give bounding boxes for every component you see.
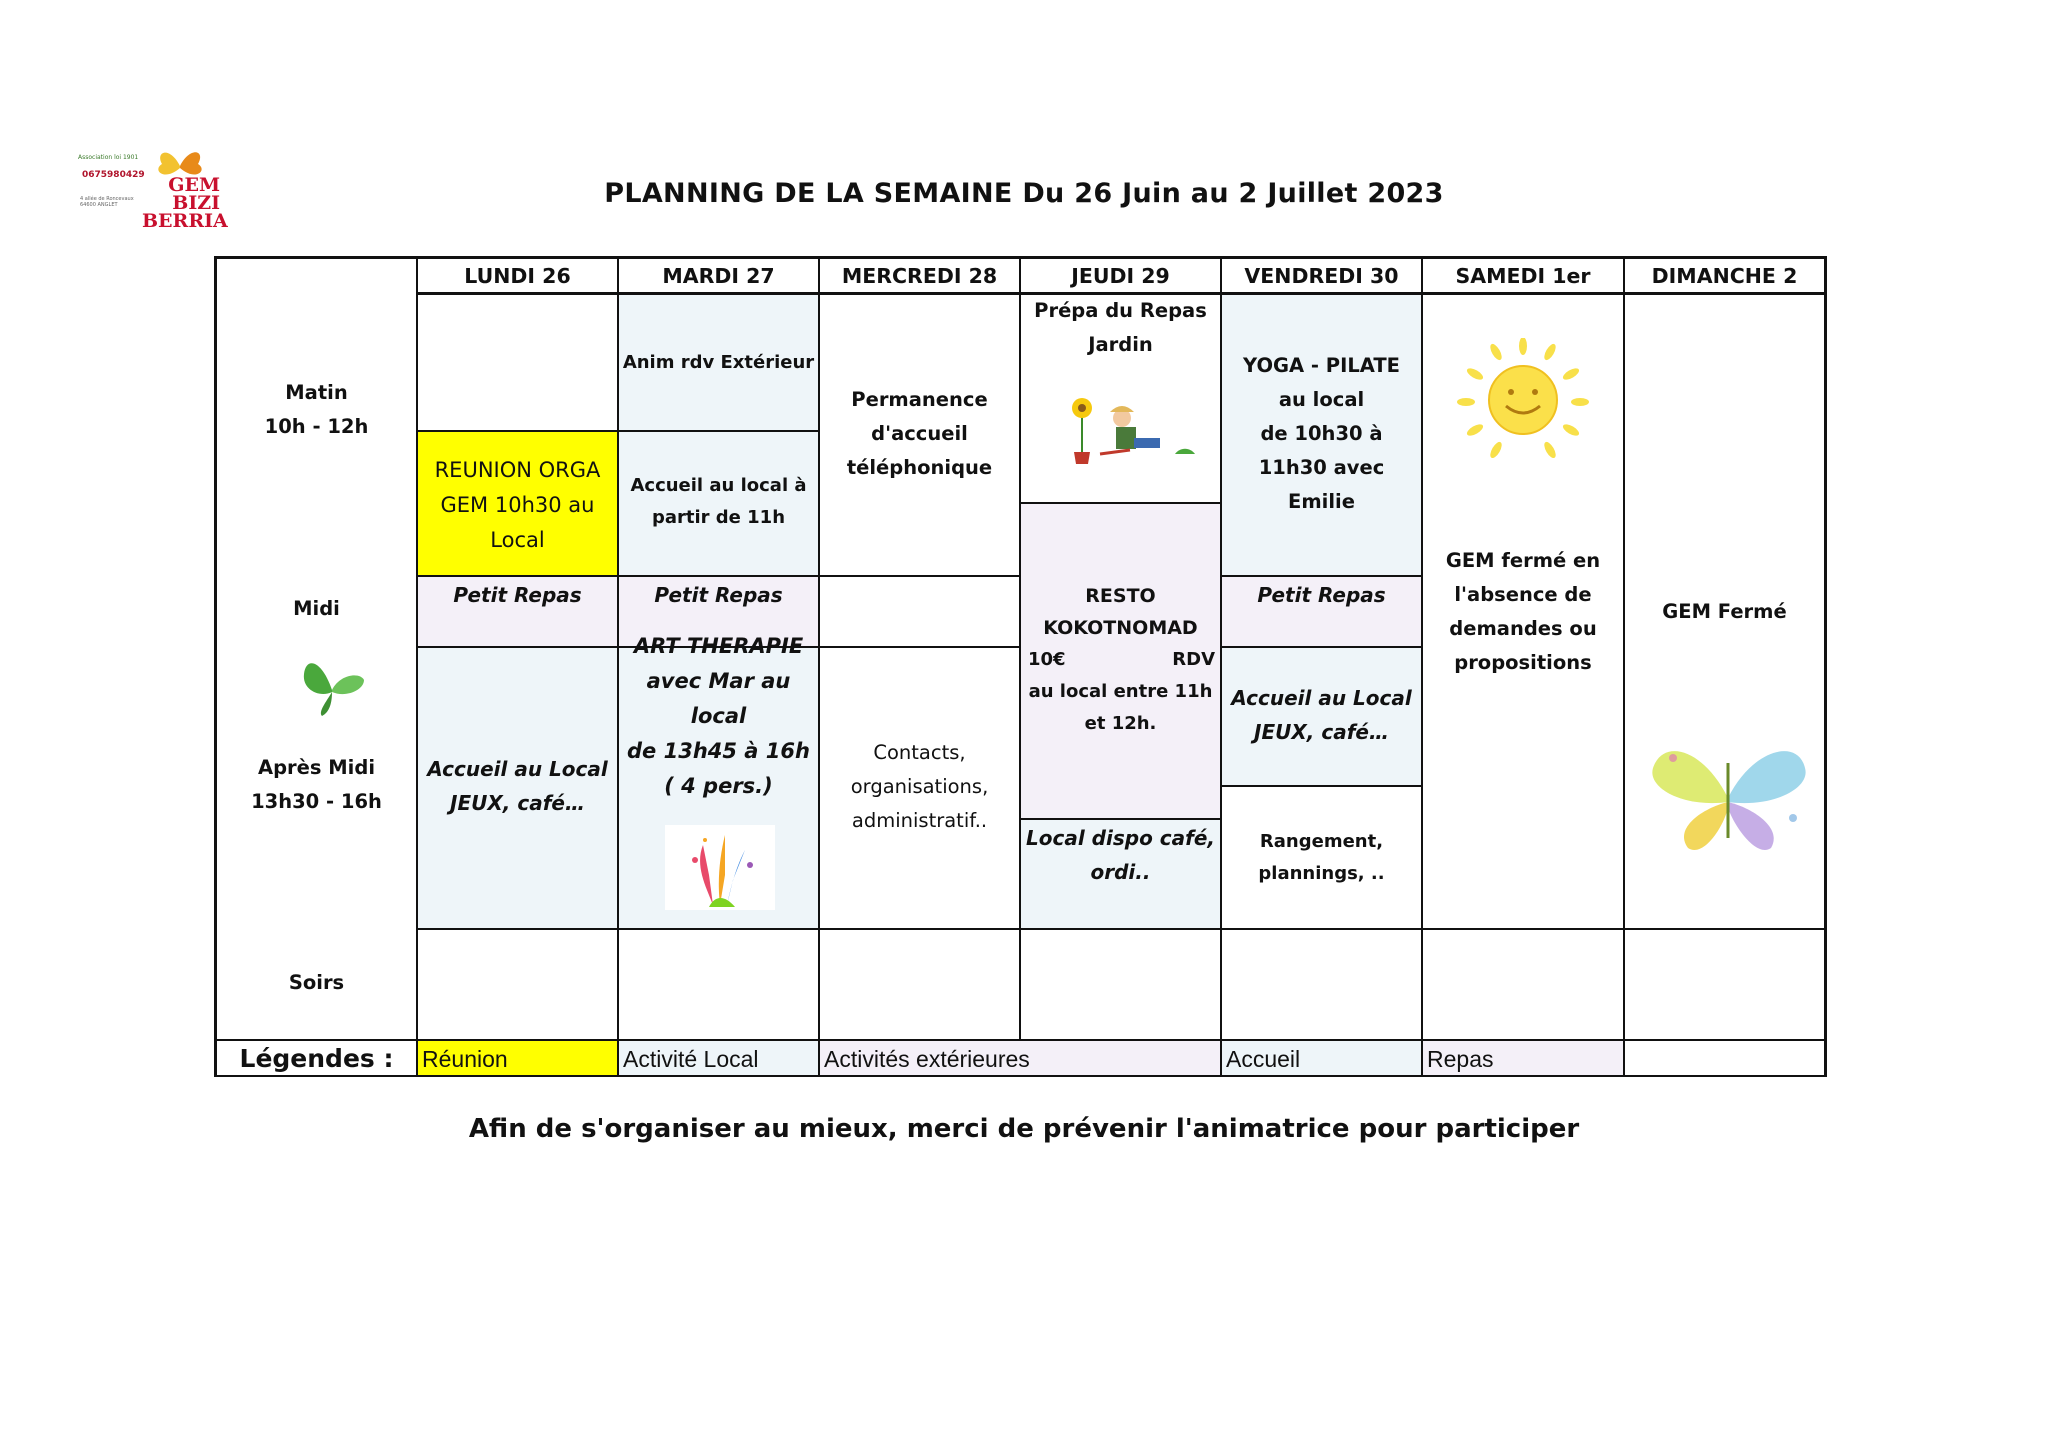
- thursday-rdv: RDV: [1172, 649, 1215, 670]
- day-header-saturday: SAMEDI 1er: [1455, 263, 1591, 288]
- legend-activite-local: Activité Local: [623, 1045, 759, 1072]
- thursday-prepa-repas: Prépa du Repas Jardin: [1034, 299, 1207, 356]
- day-header-tuesday: MARDI 27: [662, 263, 775, 288]
- paint-splash-icon: [665, 825, 775, 910]
- footer-note: Afin de s'organiser au mieux, merci de prévenir l'animatrice pour participer: [468, 1114, 1580, 1144]
- period-soirs: Soirs: [288, 971, 345, 994]
- legend-label: Légendes :: [239, 1043, 394, 1073]
- tuesday-anim-rdv: Anim rdv Extérieur: [622, 352, 815, 373]
- logo-phone: 0675980429: [82, 170, 145, 180]
- period-matin: Matin 10h - 12h: [264, 381, 369, 438]
- tuesday-accueil: Accueil au local à partir de 11h: [630, 475, 807, 528]
- day-header-monday: LUNDI 26: [464, 263, 571, 288]
- day-header-wednesday: MERCREDI 28: [841, 263, 998, 288]
- day-header-sunday: DIMANCHE 2: [1651, 263, 1798, 288]
- sun-icon: [1448, 338, 1598, 458]
- day-header-thursday: JEUDI 29: [1071, 263, 1170, 288]
- legend-reunion: Réunion: [422, 1045, 508, 1072]
- logo-name: GEM BIZI BERRIA: [142, 174, 228, 232]
- legend-activites-exterieures: Activités extérieures: [824, 1045, 1030, 1072]
- wednesday-permanence: Permanence d'accueil téléphonique: [846, 388, 993, 479]
- sunday-closed: GEM Fermé: [1662, 600, 1787, 623]
- monday-reunion: REUNION ORGA GEM 10h30 au Local: [434, 457, 601, 552]
- friday-yoga-pilate: YOGA - PILATE au local de 10h30 à 11h30 avec Emilie: [1243, 354, 1400, 513]
- thursday-price: 10€: [1028, 649, 1066, 670]
- wednesday-contacts: Contacts, organisations, administratif..: [850, 741, 989, 832]
- monday-afternoon: Accueil au Local JEUX, café…: [427, 757, 608, 815]
- friday-petit-repas: Petit Repas: [1257, 583, 1386, 607]
- day-header-friday: VENDREDI 30: [1244, 263, 1399, 288]
- thursday-local-dispo: Local dispo café, ordi..: [1026, 826, 1215, 884]
- tuesday-petit-repas: Petit Repas: [654, 583, 783, 607]
- period-midi: Midi: [293, 597, 340, 620]
- friday-accueil: Accueil au Local JEUX, café…: [1231, 686, 1412, 744]
- colorful-butterfly-illustration: [1633, 718, 1823, 868]
- logo-address: 4 allée de Roncevaux 64600 ANGLET: [80, 196, 134, 208]
- logo-association-text: Association loi 1901: [78, 154, 139, 161]
- thursday-resto-details: au local entre 11h et 12h.: [1028, 681, 1213, 734]
- page-title: PLANNING DE LA SEMAINE Du 26 Juin au 2 Juillet 2023: [604, 178, 1444, 209]
- thursday-resto: RESTO KOKOTNOMAD: [1043, 585, 1198, 639]
- saturday-closed: GEM fermé en l'absence de demandes ou propositions: [1445, 549, 1601, 674]
- butterfly-icon: [292, 650, 372, 720]
- monday-petit-repas: Petit Repas: [453, 583, 582, 607]
- friday-rangement: Rangement, plannings, ..: [1258, 831, 1385, 884]
- tuesday-art-therapie: ART THERAPIE avec Mar au local de 13h45 à 16h ( 4 pers.): [627, 633, 810, 798]
- legend-accueil: Accueil: [1226, 1045, 1301, 1072]
- legend-repas: Repas: [1427, 1045, 1494, 1072]
- period-apres-midi: Après Midi 13h30 - 16h: [251, 756, 382, 813]
- gardener-illustration: [1060, 392, 1210, 472]
